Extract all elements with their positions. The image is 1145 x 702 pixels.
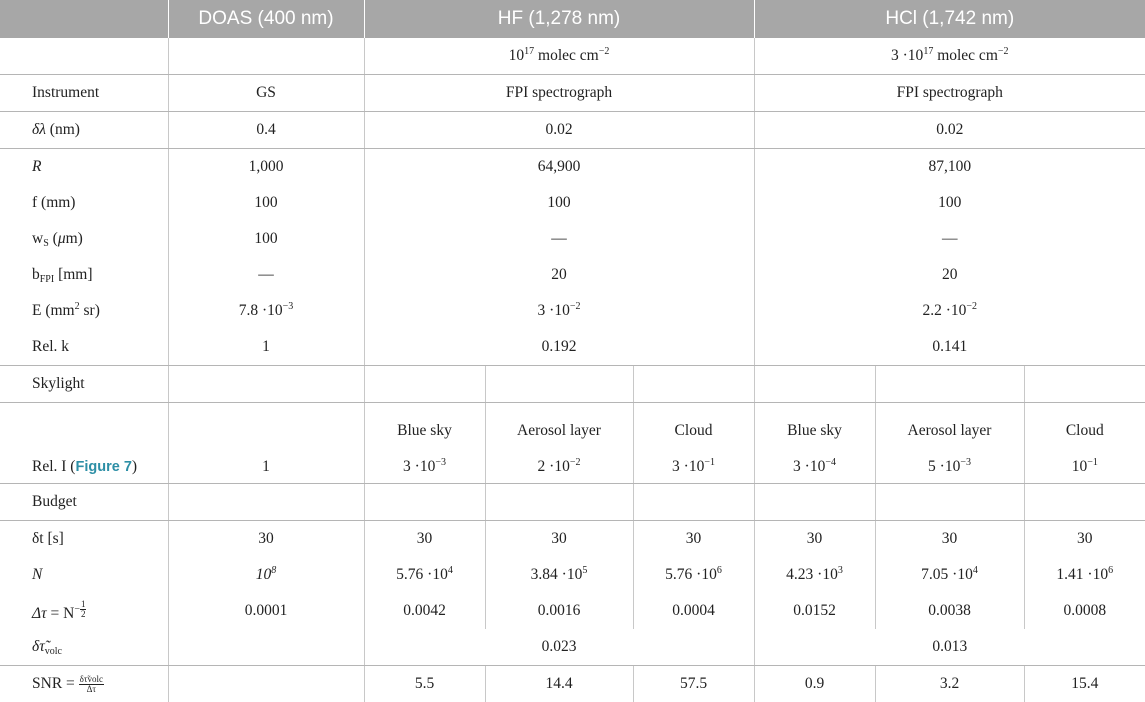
resolving-power-hf: 64,900 xyxy=(364,149,754,186)
rel-intensity-row xyxy=(0,403,1145,484)
sky-condition-label: Aerosol layer xyxy=(876,423,1024,439)
snr-row xyxy=(0,666,1145,702)
budget-label: Budget xyxy=(0,484,168,521)
integration-time-cell: 30 xyxy=(633,521,754,558)
resolving-power-row xyxy=(0,149,1145,186)
slit-width-label: $w_S$ (μm) xyxy=(0,221,168,257)
sky-condition-label: Cloud xyxy=(634,423,754,439)
instrument-label: Instrument xyxy=(0,75,168,112)
rel-k-label: Rel. k xyxy=(0,329,168,366)
rel-k-row xyxy=(0,329,1145,366)
integration-time-cell: 30 xyxy=(485,521,633,558)
integration-time-cell: 30 xyxy=(875,521,1024,558)
volcanic-od-row xyxy=(0,629,1145,666)
sky-condition-label: Aerosol layer xyxy=(486,423,633,439)
noise-od-row xyxy=(0,593,1145,629)
rel-k-hf: 0.192 xyxy=(364,329,754,366)
etendue-hcl: $2.2 \cdot 10^{-2}$ xyxy=(754,293,1145,329)
noise-od-label: $\Delta\tau = N^{- \frac{1}{2}}$ xyxy=(0,593,168,629)
resolving-power-hcl: 87,100 xyxy=(754,149,1145,186)
noise-od-cell: 0.0042 xyxy=(364,593,485,629)
snr-doas xyxy=(168,666,364,702)
header-row xyxy=(0,0,1145,38)
photon-count-doas: $10^8$ xyxy=(168,557,364,593)
integration-time-row xyxy=(0,521,1145,558)
photon-count-cell: $4.23 \cdot 10^3$ xyxy=(754,557,875,593)
focal-length-hcl: 100 xyxy=(754,185,1145,221)
noise-od-cell: 0.0038 xyxy=(875,593,1024,629)
focal-length-label: f (mm) xyxy=(0,185,168,221)
resolution-label: δλ (nm) xyxy=(0,112,168,149)
volcanic-od-label: $\delta\taũ_{volc}$ xyxy=(0,629,168,666)
resolving-power-doas: 1,000 xyxy=(168,149,364,186)
column-amount-row xyxy=(0,38,1145,75)
header-blank xyxy=(0,0,168,38)
rel-intensity-cell: Aerosol layer $2 \cdot 10^{-2}$ xyxy=(485,403,633,484)
rel-k-doas: 1 xyxy=(168,329,364,366)
photon-count-cell: $1.41 \cdot 10^6$ xyxy=(1024,557,1145,593)
noise-od-doas: 0.0001 xyxy=(168,593,364,629)
rel-intensity-cell: Aerosol layer $5 \cdot 10^{-3}$ xyxy=(875,403,1024,484)
integration-time-cell: 30 xyxy=(1024,521,1145,558)
fpi-aperture-hf: 20 xyxy=(364,257,754,293)
resolution-doas: 0.4 xyxy=(168,112,364,149)
etendue-doas: $7.8 \cdot 10^{-3}$ xyxy=(168,293,364,329)
volcanic-od-hf: 0.023 xyxy=(364,629,754,666)
figure-7-link[interactable]: Figure 7 xyxy=(75,459,131,475)
sky-condition-label: Blue sky xyxy=(365,423,485,439)
fpi-aperture-label: $b_{FPI}$ [mm] xyxy=(0,257,168,293)
rel-intensity-cell: Cloud $10^{-1}$ xyxy=(1024,403,1145,484)
rel-k-hcl: 0.141 xyxy=(754,329,1145,366)
integration-time-label: δt [s] xyxy=(0,521,168,558)
fpi-aperture-doas: — xyxy=(168,257,364,293)
etendue-row xyxy=(0,293,1145,329)
snr-cell: 57.5 xyxy=(633,666,754,702)
header-hf: HF (1,278 nm) xyxy=(364,0,754,38)
rel-intensity-cell: Blue sky $3 \cdot 10^{-4}$ xyxy=(754,403,875,484)
photon-count-cell: $3.84 \cdot 10^5$ xyxy=(485,557,633,593)
sky-condition-label: Cloud xyxy=(1025,423,1145,439)
focal-length-hf: 100 xyxy=(364,185,754,221)
etendue-hf: $3 \cdot 10^{-2}$ xyxy=(364,293,754,329)
noise-od-cell: 0.0004 xyxy=(633,593,754,629)
header-hcl: HCl (1,742 nm) xyxy=(754,0,1145,38)
hcl-column-amount: $3 \cdot 10^{17}$ molec $cm^{-2}$ xyxy=(754,38,1145,75)
noise-od-cell: 0.0016 xyxy=(485,593,633,629)
snr-label: SNR = $\frac{\text{δτ̃volc}}{\Delta\tau}$ xyxy=(0,666,168,702)
photon-count-label: N xyxy=(0,557,168,593)
rel-intensity-cell: Cloud $3 \cdot 10^{-1}$ xyxy=(633,403,754,484)
snr-cell: 15.4 xyxy=(1024,666,1145,702)
focal-length-doas: 100 xyxy=(168,185,364,221)
instrument-hf: FPI spectrograph xyxy=(364,75,754,112)
rel-intensity-label: Rel. I (Figure 7) xyxy=(0,403,168,484)
snr-cell: 3.2 xyxy=(875,666,1024,702)
snr-cell: 5.5 xyxy=(364,666,485,702)
skylight-label: Skylight xyxy=(0,366,168,403)
snr-cell: 14.4 xyxy=(485,666,633,702)
etendue-label: E ($mm^2$ sr) xyxy=(0,293,168,329)
noise-od-cell: 0.0008 xyxy=(1024,593,1145,629)
snr-cell: 0.9 xyxy=(754,666,875,702)
integration-time-cell: 30 xyxy=(364,521,485,558)
fpi-aperture-hcl: 20 xyxy=(754,257,1145,293)
resolution-hcl: 0.02 xyxy=(754,112,1145,149)
budget-section-row xyxy=(0,484,1145,521)
fpi-aperture-row xyxy=(0,257,1145,293)
resolution-row xyxy=(0,112,1145,149)
rel-intensity-cell: Blue sky $3 \cdot 10^{-3}$ xyxy=(364,403,485,484)
photon-count-cell: $5.76 \cdot 10^4$ xyxy=(364,557,485,593)
slit-width-doas: 100 xyxy=(168,221,364,257)
slit-width-hcl: — xyxy=(754,221,1145,257)
focal-length-row xyxy=(0,185,1145,221)
noise-od-cell: 0.0152 xyxy=(754,593,875,629)
resolution-hf: 0.02 xyxy=(364,112,754,149)
photon-count-row xyxy=(0,557,1145,593)
integration-time-doas: 30 xyxy=(168,521,364,558)
integration-time-cell: 30 xyxy=(754,521,875,558)
instrument-doas: GS xyxy=(168,75,364,112)
resolving-power-label: R xyxy=(0,149,168,186)
skylight-section-row xyxy=(0,366,1145,403)
photon-count-cell: $5.76 \cdot 10^6$ xyxy=(633,557,754,593)
rel-intensity-doas: 1 xyxy=(168,403,364,484)
sky-condition-label: Blue sky xyxy=(755,423,875,439)
header-doas: DOAS (400 nm) xyxy=(168,0,364,38)
instrument-hcl: FPI spectrograph xyxy=(754,75,1145,112)
slit-width-hf: — xyxy=(364,221,754,257)
photon-count-cell: $7.05 \cdot 10^4$ xyxy=(875,557,1024,593)
hf-column-amount: $10^{17}$ molec $cm^{-2}$ xyxy=(364,38,754,75)
volcanic-od-hcl: 0.013 xyxy=(754,629,1145,666)
slit-width-row xyxy=(0,221,1145,257)
instrument-row xyxy=(0,75,1145,112)
